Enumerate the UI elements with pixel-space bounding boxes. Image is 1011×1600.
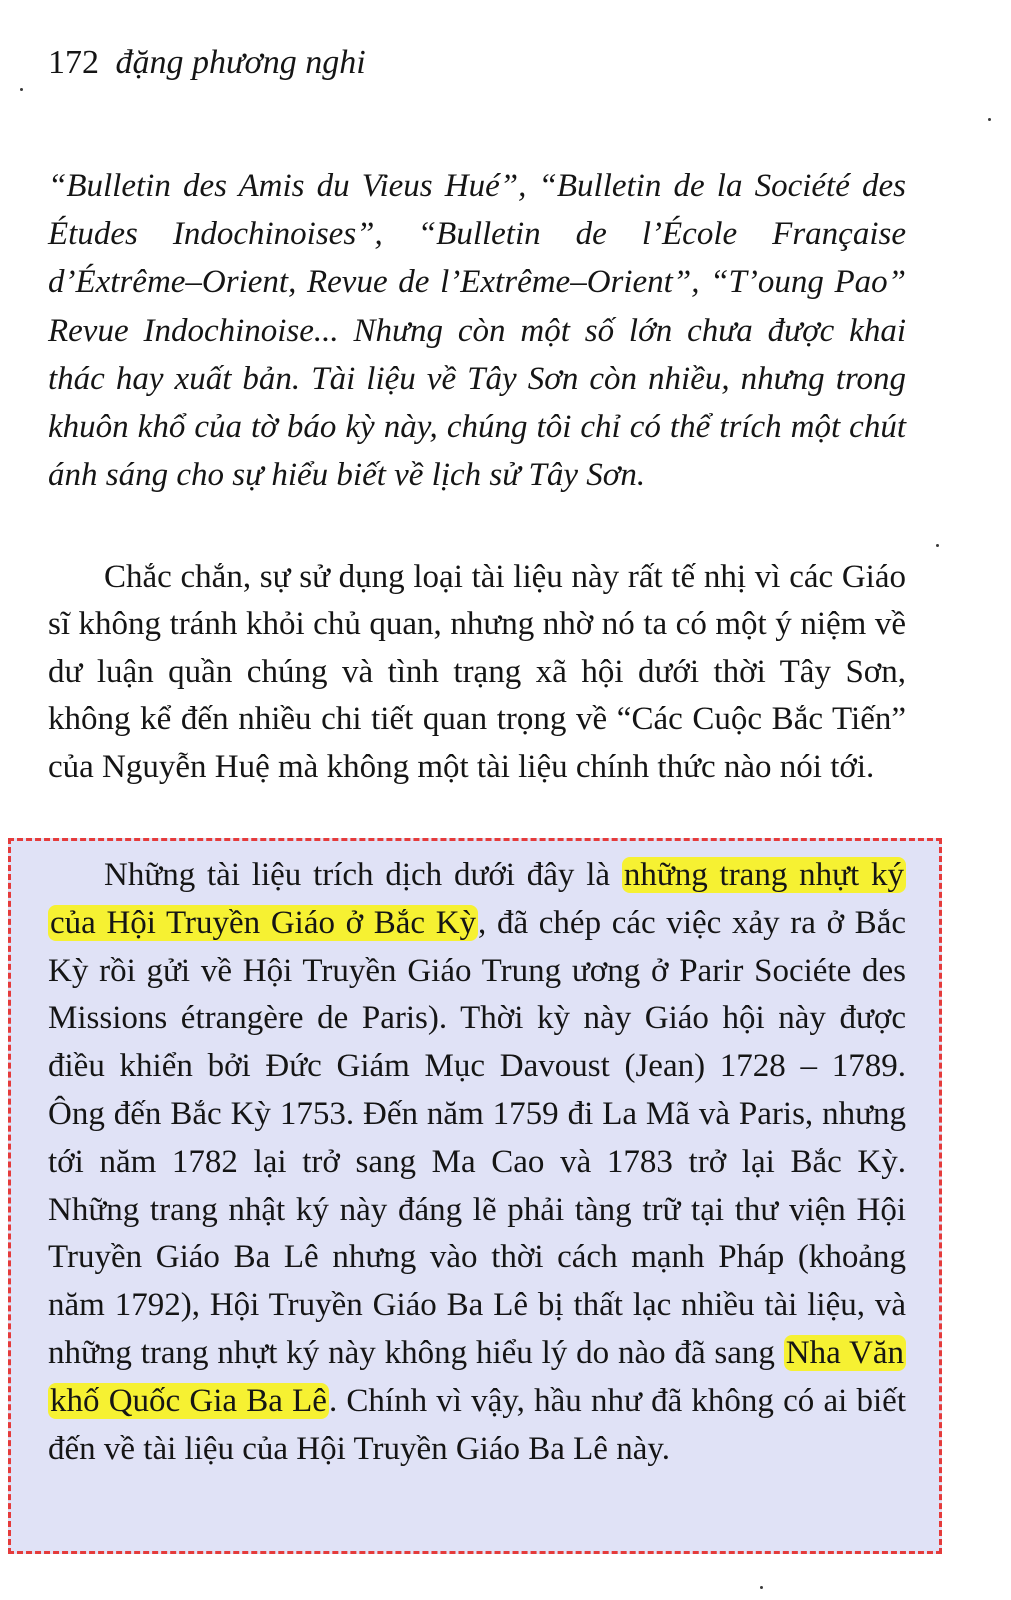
scan-speck xyxy=(936,544,939,547)
boxed-text-part-3: . Chính vì vậy, hầu như đã không có ai biết đến về tài liệu của Hội Truyền Giáo Ba Lê này. xyxy=(48,1382,907,1467)
page-header xyxy=(48,46,366,80)
bibliography-paragraph: “Bulletin des Amis du Vieus Hué”, “Bulletin de la Société des Études Indochinoises”, “Bulletin de l’École Française d’Éxtrême–Orient, Revue de l’Extrême–Orient”, “T’oung Pao” Revue Indochinoise... Nhưng còn một số lớn chưa được khai thác hay xuất bản. Tài liệu về Tây Sơn còn nhiều, nhưng trong khuôn khổ của tờ báo kỳ này, chúng tôi chỉ có thể trích một chút ánh sáng cho sự hiểu biết về lịch sử Tây Sơn. xyxy=(48,168,906,494)
scan-speck xyxy=(20,88,23,91)
highlighted-phrase-1: những trang nhựt ký của Hội Truyền Giáo ở Bắc Kỳ xyxy=(50,857,904,941)
boxed-paragraph xyxy=(48,852,906,1473)
running-title: đặng phương nghi xyxy=(115,44,366,81)
boxed-text-part-1: Những tài liệu trích dịch dưới đây là xyxy=(104,857,622,893)
body-paragraph: Chắc chắn, sự sử dụng loại tài liệu này rất tế nhị vì các Giáo sĩ không tránh khỏi chủ quan, nhưng nhờ nó ta có một ý niệm về dư luận quần chúng và tình trạng xã hội dưới thời Tây Sơn, không kể đến nhiều chi tiết quan trọng về “Các Cuộc Bắc Tiến” của Nguyễn Huệ mà không một tài liệu chính thức nào nói tới. xyxy=(48,559,906,785)
scan-speck xyxy=(988,118,991,121)
highlighted-phrase-2: Nha Văn khố Quốc Gia Ba Lê xyxy=(50,1334,904,1419)
page-number: 172 xyxy=(48,44,99,81)
scan-speck xyxy=(760,1586,763,1589)
boxed-text-part-2: , đã chép các việc xảy ra ở Bắc Kỳ rồi gửi về Hội Truyền Giáo Trung ương ở Parir Sociéte des Missions étrangère de Paris). Thời kỳ này Giáo hội này được điều khiển bởi Đức Giám Mục Davoust (Jean) 1728 – 1789. Ông đến Bắc Kỳ 1753. Đến năm 1759 đi La Mã và Paris, nhưng tới năm 1782 lại trở sang Ma Cao và 1783 trở lại Bắc Kỳ. Những trang nhật ký này đáng lẽ phải tàng trữ tại thư viện Hội Truyền Giáo Ba Lê nhưng vào thời cách mạnh Pháp (khoảng năm 1792), Hội Truyền Giáo Ba Lê bị thất lạc nhiều tài liệu, và những trang nhựt ký này không hiểu lý do nào đã sang xyxy=(48,904,906,1371)
